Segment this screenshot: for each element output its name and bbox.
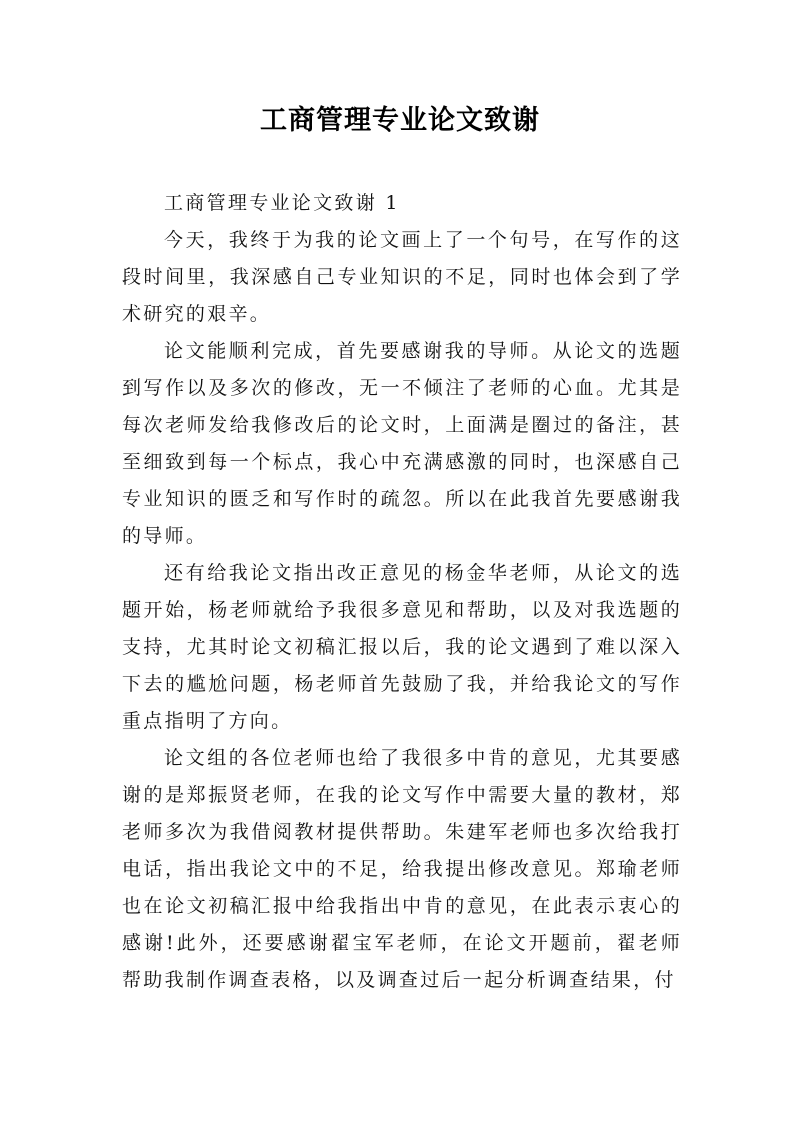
paragraph-3: 还有给我论文指出改正意见的杨金华老师，从论文的选题开始，杨老师就给予我很多意见和帮助，以及对我选题的支持，尤其时论文初稿汇报以后，我的论文遇到了难以深入下去的尴尬问题，杨老师首先鼓励了我，并给我论文的写作重点指明了方向。 xyxy=(122,562,682,732)
paragraph-1: 今天，我终于为我的论文画上了一个句号，在写作的这段时间里，我深感自己专业知识的不足，同时也体会到了学术研究的艰辛。 xyxy=(122,229,682,325)
document-body xyxy=(122,185,682,999)
document-title: 工商管理专业论文致谢 xyxy=(260,105,540,136)
paragraph-4: 论文组的各位老师也给了我很多中肯的意见，尤其要感谢的是郑振贤老师，在我的论文写作中需要大量的教材，郑老师多次为我借阅教材提供帮助。朱建军老师也多次给我打电话，指出我论文中的不足，给我提出修改意见。郑瑜老师也在论文初稿汇报中给我指出中肯的意见，在此表示衷心的感谢!此外，还要感谢翟宝军老师，在论文开题前，翟老师帮助我制作调查表格，以及调查过后一起分析调查结果，付 xyxy=(122,747,682,991)
section-heading: 工商管理专业论文致谢 1 xyxy=(164,192,400,214)
paragraph-2: 论文能顺利完成，首先要感谢我的导师。从论文的选题到写作以及多次的修改，无一不倾注了老师的心血。尤其是每次老师发给我修改后的论文时，上面满是圈过的备注，甚至细致到每一个标点，我心中充满感激的同时，也深感自己专业知识的匮乏和写作时的疏忽。所以在此我首先要感谢我的导师。 xyxy=(122,340,682,547)
